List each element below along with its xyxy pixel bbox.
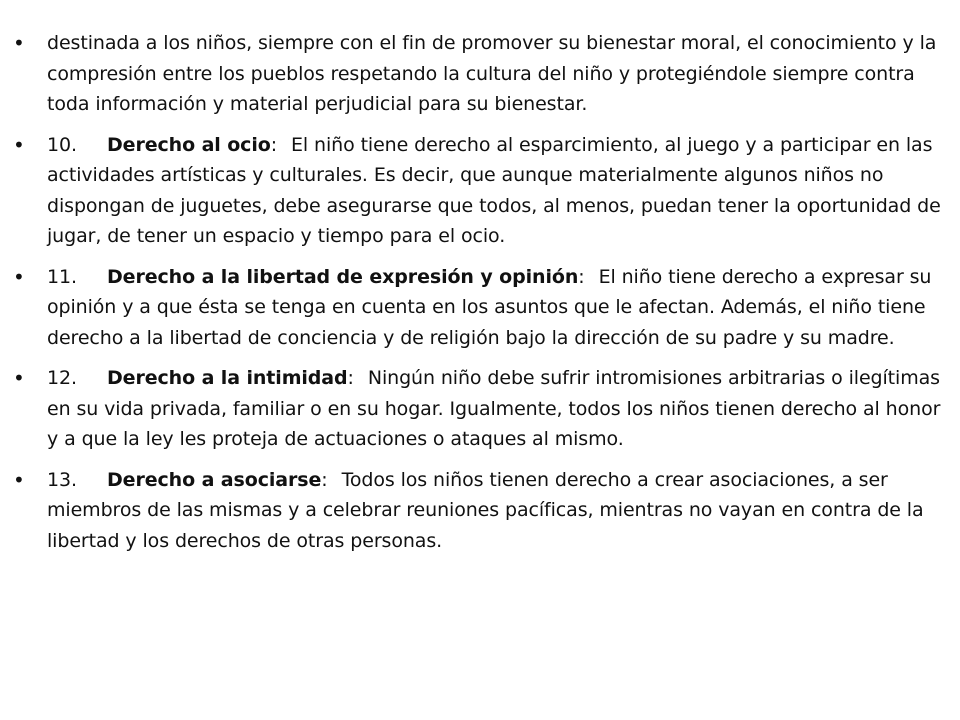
item-number: 12.	[47, 367, 77, 389]
bullet-list	[13, 28, 942, 556]
item-term: Derecho a la libertad de expresión y opinión	[107, 265, 579, 288]
item-term: Derecho al ocio	[107, 133, 271, 156]
bullet-body: El niño tiene derecho a expresar su opinión y a que ésta se tenga en cuenta en los asuntos que le afectan. Además, el niño tiene derecho a la libertad de conciencia y de religión bajo la dirección de su padre y su madre.	[47, 265, 932, 349]
bullet-body: Ningún niño debe sufrir intromisiones arbitrarias o ilegítimas en su vida privada, familiar o en su hogar. Igualmente, todos los niños tienen derecho al honor y a que la ley les proteja de actuaciones o ataques al mismo.	[47, 367, 941, 450]
item-colon: :	[578, 265, 585, 288]
bullet-item-derecho-asociarse	[13, 465, 942, 557]
item-colon: :	[270, 133, 278, 156]
bullet-item-derecho-ocio	[13, 130, 942, 252]
bullet-icon: •	[13, 31, 25, 55]
bullet-text	[47, 28, 942, 120]
item-number: 10.	[47, 133, 77, 156]
bullet-text	[47, 130, 942, 252]
bullet-icon: •	[13, 366, 25, 390]
item-number: 13.	[47, 468, 77, 491]
bullet-text	[47, 363, 942, 455]
bullet-text	[47, 465, 942, 557]
item-number: 11.	[47, 265, 77, 288]
bullet-icon: •	[13, 132, 25, 157]
bullet-item-derecho-intimidad	[13, 363, 942, 455]
bullet-text	[47, 262, 942, 354]
bullet-body: El niño tiene derecho al esparcimiento, al juego y a participar en las actividades artísticas y culturales. Es decir, que aunque materialmente algunos niños no dispongan de juguetes, debe asegurarse que todos, al menos, puedan tener la oportunidad de jugar, de tener un espacio y tiempo para el ocio.	[47, 133, 941, 247]
bullet-body: destinada a los niños, siempre con el fin de promover su bienestar moral, el conocimiento y la compresión entre los pueblos respetando la cultura del niño y protegiéndole siempre contra toda información y material perjudicial para su bienestar.	[47, 32, 937, 115]
bullet-icon: •	[13, 467, 25, 492]
bullet-item-continuation	[13, 28, 942, 120]
bullet-body: Todos los niños tienen derecho a crear asociaciones, a ser miembros de las mismas y a celebrar reuniones pacíficas, mientras no vayan en contra de la libertad y los derechos de otras personas.	[47, 468, 924, 552]
item-colon: :	[347, 367, 354, 389]
item-colon: :	[321, 468, 328, 491]
item-term: Derecho a asociarse	[107, 468, 322, 491]
bullet-item-derecho-expresion	[13, 262, 942, 354]
item-term: Derecho a la intimidad	[107, 367, 348, 389]
bullet-icon: •	[13, 264, 25, 289]
